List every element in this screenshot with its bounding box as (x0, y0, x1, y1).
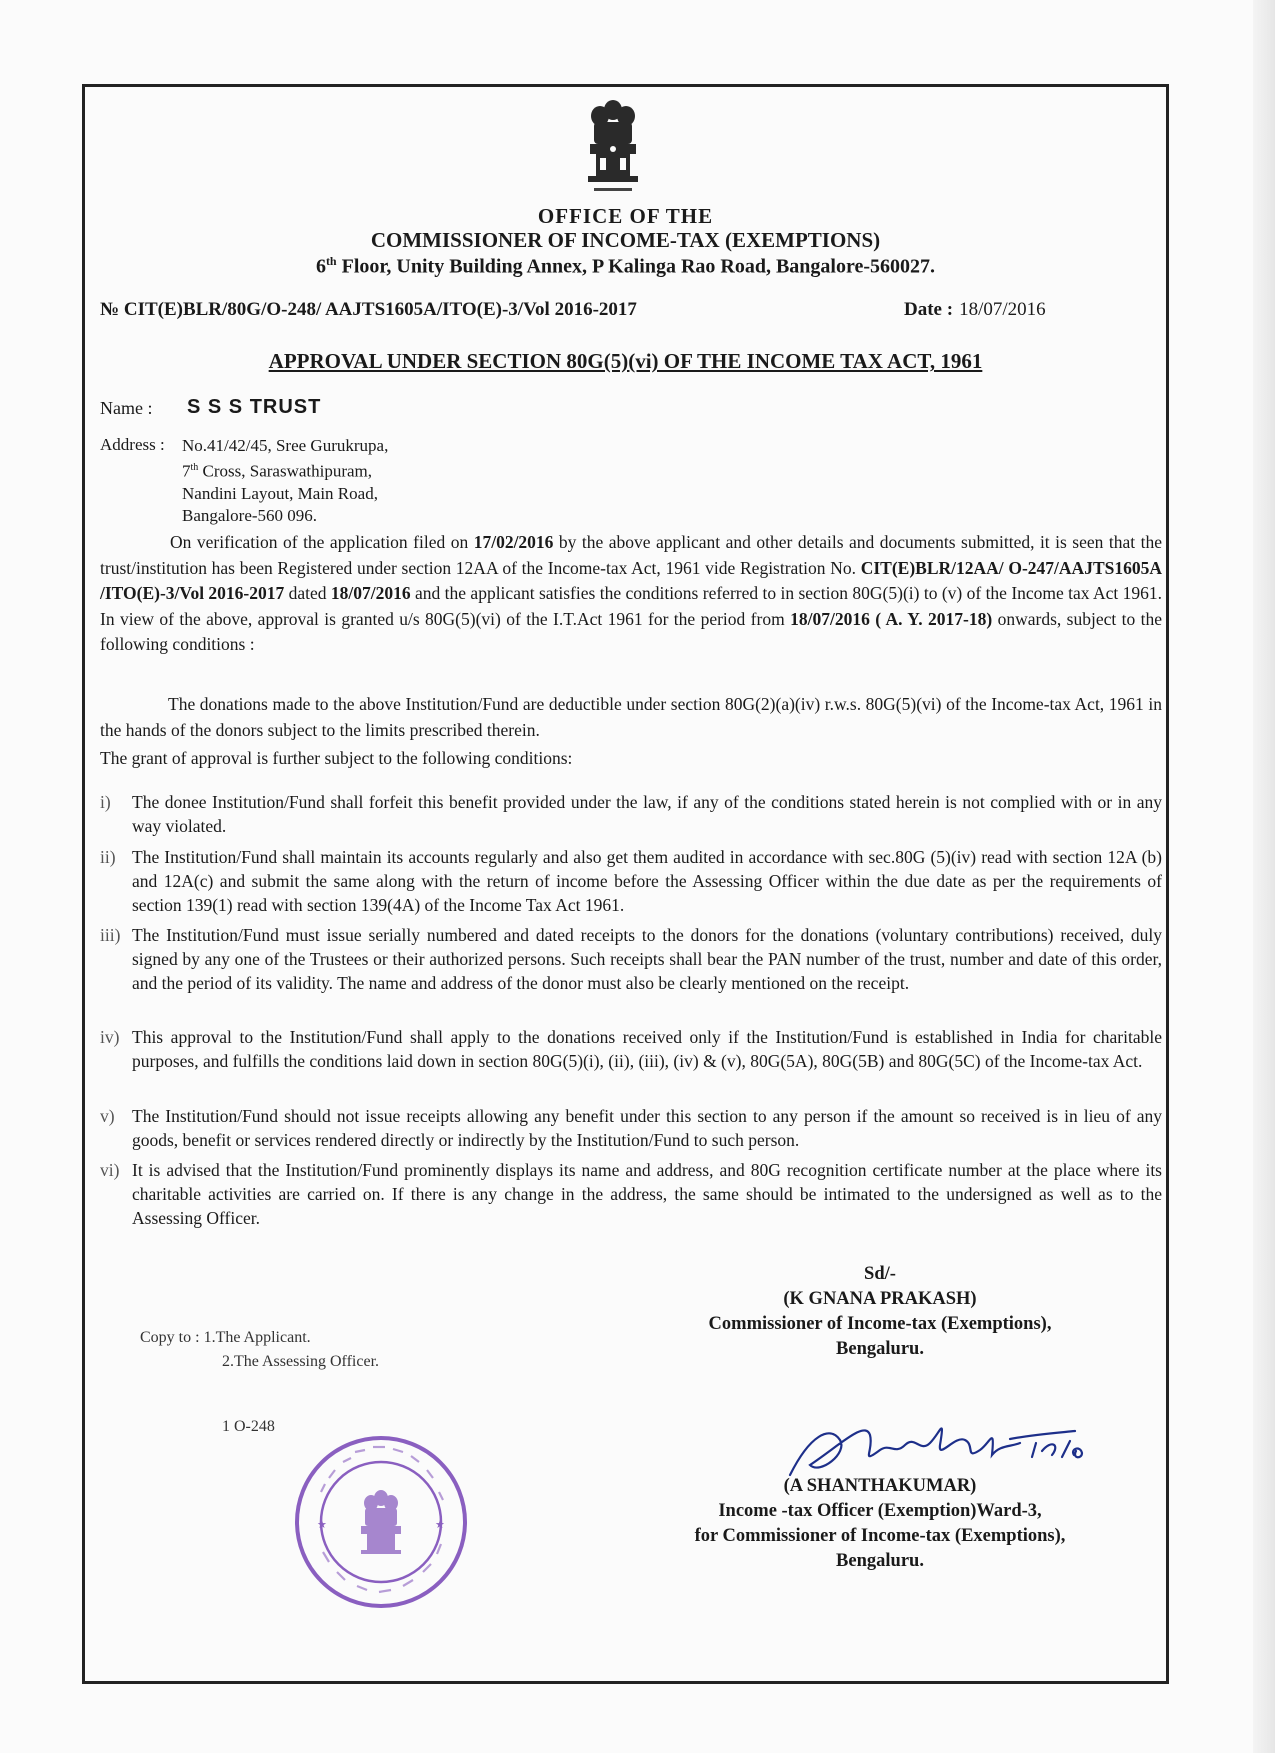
applicant-name: S S S TRUST (187, 396, 322, 418)
verification-paragraph: On verification of the application filed on 17/02/2016 by the above applicant and other details and documents submitted, it is seen that the trust/institution has been Registered under section 12AA of the Income-tax Act, 1961 vide Registration No. CIT(E)BLR/12AA/ O-247/AAJTS1605A /ITO(E)-3/Vol 2016-2017 dated 18/07/2016 and the applicant satisfies the conditions referred to in section 80G(5)(i) to (v) of the Income tax Act 1961. In view of the above, approval is granted u/s 80G(5)(vi) of the I.T.Act 1961 for the period from 18/07/2016 ( A. Y. 2017-18) onwards, subject to the following conditions : (100, 532, 1162, 654)
national-emblem-icon (580, 96, 646, 196)
subject-line: APPROVAL UNDER SECTION 80G(5)(vi) OF THE INCOME TAX ACT, 1961 (268, 349, 983, 373)
condition-item: ii) The Institution/Fund shall maintain its accounts regularly and also get them audited in accordance with sec.80G (5)(iv) read with section 12A (b) and 12A(c) and submit the same along with the return of income before the Assessing Officer within the due date as per the requirements of section 139(1) read with section 139(4A) of the Income Tax Act 1961. (100, 847, 1162, 915)
office-seal-icon (291, 1432, 471, 1612)
svg-text:★: ★ (317, 1518, 327, 1531)
reference-number: № CIT(E)BLR/80G/O-248/ AAJTS1605A/ITO(E)-3/Vol 2016-2017 (100, 299, 637, 320)
office-address: 6th Floor, Unity Building Annex, P Kalinga Rao Road, Bangalore-560027. (315, 254, 936, 278)
condition-item: iv) This approval to the Institution/Fund shall apply to the donations received only if the Institution/Fund is established in India for charitable purposes, and fulfills the conditions laid down in section 80G(5)(i), (ii), (iii), (iv) & (v), 80G(5A), 80G(5B) and 80G(5C) of the Income-tax Act. (100, 1027, 1162, 1071)
file-reference: 1 O-248 (222, 1418, 275, 1435)
address-label: Address : (100, 435, 165, 454)
copy-to: Copy to : 1.The Applicant. 2.The Assessing Officer. (140, 1329, 380, 1370)
svg-text:★: ★ (435, 1518, 445, 1531)
applicant-address: No.41/42/45, Sree Gurukrupa, 7th Cross, Saraswathipuram, Nandini Layout, Main Road, Bangalore-560 096. (182, 436, 389, 525)
commissioner-heading: COMMISSIONER OF INCOME-TAX (EXEMPTIONS) (370, 228, 881, 252)
order-date: Date : 18/07/2016 (904, 299, 1046, 320)
commissioner-signature-block: Sd/- (K GNANA PRAKASH) Commissioner of Income-tax (Exemptions), Bengaluru. (708, 1264, 1052, 1359)
condition-item: vi) It is advised that the Institution/Fund prominently displays its name and address, and 80G recognition certificate number at the place where its charitable activities are carried on. If there is any change in the address, the same should be intimated to the undersigned as well as to the Assessing Officer. (100, 1160, 1162, 1228)
condition-item: v) The Institution/Fund should not issue receipts allowing any benefit under this section to any person if the amount so received is in lieu of any goods, benefit or services rendered directly or indirectly by the Institution/Fund to such person. (100, 1106, 1162, 1150)
ito-signature-block: (A SHANTHAKUMAR) Income -tax Officer (Exemption)Ward-3, for Commissioner of Income-tax (Exemptions), Bengaluru. (694, 1476, 1066, 1571)
condition-item: iii) The Institution/Fund must issue serially numbered and dated receipts to the donors for the donations (voluntary contributions) received, duly signed by any one of the Trustees or their authorized persons. Such receipts shall bear the PAN number of the trust, number and date of this order, and the period of its validity. The name and address of the donor must also be clearly mentioned on the receipt. (100, 925, 1162, 993)
office-heading: OFFICE OF THE (537, 204, 714, 228)
conditions-intro: The grant of approval is further subject to the following conditions: (100, 748, 573, 768)
condition-item: i) The donee Institution/Fund shall forfeit this benefit provided under the law, if any of the conditions stated herein is not complied with or in any way violated. (100, 792, 1162, 836)
page-edge (1253, 0, 1275, 1753)
name-label: Name : (100, 398, 153, 418)
deduction-paragraph: The donations made to the above Institution/Fund are deductible under section 80G(2)(a)(iv) r.w.s. 80G(5)(vi) of the Income-tax Act, 1961 in the hands of the donors subject to the limits prescribed therein. (100, 694, 1162, 740)
